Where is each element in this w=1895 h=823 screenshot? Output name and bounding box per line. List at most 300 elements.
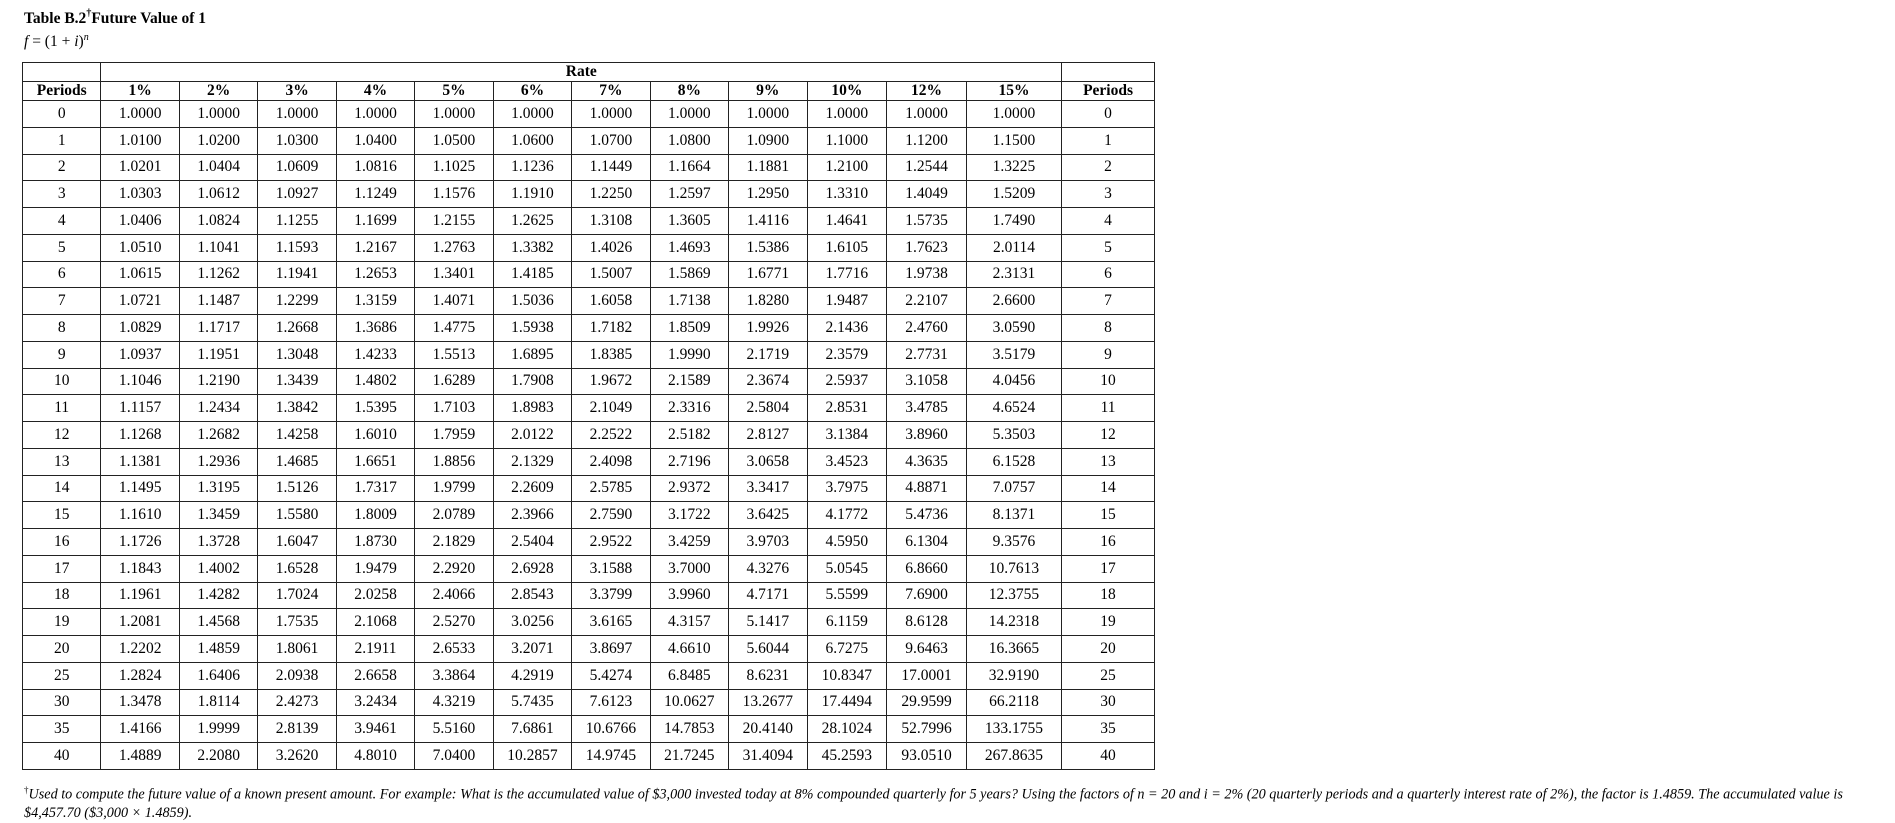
- factor-cell: 9.3576: [966, 529, 1061, 556]
- factor-cell: 4.0456: [966, 368, 1061, 395]
- period-cell: 10: [1062, 368, 1155, 395]
- factor-cell: 1.1381: [101, 448, 179, 475]
- period-cell: 15: [23, 502, 101, 529]
- formula-middle: = (1 +: [28, 33, 75, 51]
- period-cell: 13: [1062, 448, 1155, 475]
- factor-cell: 3.3799: [572, 582, 650, 609]
- factor-cell: 1.5395: [336, 395, 414, 422]
- period-cell: 30: [1062, 689, 1155, 716]
- rate-column-header: 7%: [572, 82, 650, 101]
- rate-column-header: 3%: [258, 82, 336, 101]
- period-cell: 14: [1062, 475, 1155, 502]
- factor-cell: 1.0000: [101, 101, 179, 128]
- period-cell: 2: [1062, 154, 1155, 181]
- factor-cell: 1.6105: [807, 234, 887, 261]
- factor-cell: 1.1255: [258, 208, 336, 235]
- factor-cell: 1.3605: [650, 208, 728, 235]
- factor-cell: 1.1449: [572, 154, 650, 181]
- factor-cell: 1.3048: [258, 341, 336, 368]
- factor-cell: 7.0757: [966, 475, 1061, 502]
- factor-cell: 21.7245: [650, 743, 728, 770]
- factor-cell: 1.9990: [650, 341, 728, 368]
- factor-cell: 2.5404: [493, 529, 571, 556]
- table-row: [23, 341, 1155, 368]
- period-cell: 25: [23, 662, 101, 689]
- factor-cell: 1.5580: [258, 502, 336, 529]
- factor-cell: 1.1717: [179, 315, 257, 342]
- rate-column-header: 5%: [415, 82, 493, 101]
- factor-cell: 1.2653: [336, 261, 414, 288]
- factor-cell: 1.1699: [336, 208, 414, 235]
- factor-cell: 3.6425: [729, 502, 807, 529]
- factor-cell: 267.8635: [966, 743, 1061, 770]
- factor-cell: 1.1610: [101, 502, 179, 529]
- period-cell: 7: [23, 288, 101, 315]
- factor-cell: 3.1384: [807, 422, 887, 449]
- factor-cell: 2.6658: [336, 662, 414, 689]
- table-row: [23, 315, 1155, 342]
- factor-cell: 2.8139: [258, 716, 336, 743]
- factor-cell: 4.5950: [807, 529, 887, 556]
- factor-cell: 2.7731: [887, 341, 967, 368]
- factor-cell: 8.6128: [887, 609, 967, 636]
- factor-cell: 133.1755: [966, 716, 1061, 743]
- factor-cell: 1.3195: [179, 475, 257, 502]
- factor-cell: 32.9190: [966, 662, 1061, 689]
- factor-cell: 3.9703: [729, 529, 807, 556]
- table-row: [23, 689, 1155, 716]
- factor-cell: 3.9960: [650, 582, 728, 609]
- factor-cell: 2.8531: [807, 395, 887, 422]
- factor-cell: 4.7171: [729, 582, 807, 609]
- footnote-text: Used to compute the future value of a known present amount. For example: What is the accumulated value of $3,000 invested today at 8% compounded quarterly for 5 years? Using the factors of n = 20 and i = 2% (20 quarterly periods and a quarterly interest rate of 2%), the factor is 1.4859. The accumulated value is $4,457.70 ($3,000 × 1.4859).: [24, 786, 1843, 821]
- period-cell: 11: [23, 395, 101, 422]
- period-cell: 16: [23, 529, 101, 556]
- factor-cell: 1.4693: [650, 234, 728, 261]
- factor-cell: 1.5735: [887, 208, 967, 235]
- factor-cell: 2.2522: [572, 422, 650, 449]
- factor-cell: 1.0829: [101, 315, 179, 342]
- factor-cell: 1.0404: [179, 154, 257, 181]
- factor-cell: 2.3131: [966, 261, 1061, 288]
- factor-cell: 1.0000: [572, 101, 650, 128]
- period-cell: 19: [23, 609, 101, 636]
- table-row: [23, 422, 1155, 449]
- factor-cell: 31.4094: [729, 743, 807, 770]
- period-cell: 6: [23, 261, 101, 288]
- factor-cell: 1.9799: [415, 475, 493, 502]
- factor-cell: 1.6771: [729, 261, 807, 288]
- factor-cell: 1.0000: [966, 101, 1061, 128]
- factor-cell: 4.3157: [650, 609, 728, 636]
- factor-cell: 1.1041: [179, 234, 257, 261]
- period-cell: 13: [23, 448, 101, 475]
- factor-cell: 2.3966: [493, 502, 571, 529]
- factor-cell: 1.8983: [493, 395, 571, 422]
- factor-cell: 1.3686: [336, 315, 414, 342]
- factor-cell: 3.1722: [650, 502, 728, 529]
- rate-column-header: 6%: [493, 82, 571, 101]
- table-row: [23, 743, 1155, 770]
- table-row: [23, 582, 1155, 609]
- table-row: [23, 395, 1155, 422]
- factor-cell: 3.3864: [415, 662, 493, 689]
- rate-column-header: 9%: [729, 82, 807, 101]
- formula-i: i: [74, 33, 79, 51]
- factor-cell: 13.2677: [729, 689, 807, 716]
- factor-cell: 1.2936: [179, 448, 257, 475]
- period-cell: 17: [1062, 555, 1155, 582]
- factor-cell: 1.9487: [807, 288, 887, 315]
- factor-cell: 3.8960: [887, 422, 967, 449]
- factor-cell: 1.7024: [258, 582, 336, 609]
- periods-header: Periods: [1062, 82, 1155, 101]
- rate-column-header: 10%: [807, 82, 887, 101]
- factor-cell: 1.0201: [101, 154, 179, 181]
- rate-column-header: 12%: [887, 82, 967, 101]
- factor-cell: 2.5182: [650, 422, 728, 449]
- table-row: [23, 716, 1155, 743]
- table-title-prefix: Table B.2: [24, 10, 87, 28]
- factor-cell: 1.6651: [336, 448, 414, 475]
- factor-cell: 1.9672: [572, 368, 650, 395]
- factor-cell: 1.0100: [101, 127, 179, 154]
- factor-cell: 3.1588: [572, 555, 650, 582]
- factor-cell: 1.1576: [415, 181, 493, 208]
- factor-cell: 2.1829: [415, 529, 493, 556]
- table-row: [23, 181, 1155, 208]
- future-value-table: [22, 62, 1155, 770]
- factor-cell: 9.6463: [887, 636, 967, 663]
- factor-cell: 1.0000: [179, 101, 257, 128]
- factor-cell: 2.0789: [415, 502, 493, 529]
- period-cell: 0: [1062, 101, 1155, 128]
- factor-cell: 2.6600: [966, 288, 1061, 315]
- factor-cell: 1.2081: [101, 609, 179, 636]
- period-cell: 4: [23, 208, 101, 235]
- rate-header: Rate: [101, 63, 1062, 82]
- factor-cell: 1.2597: [650, 181, 728, 208]
- table-title: [24, 9, 206, 28]
- factor-cell: 1.2625: [493, 208, 571, 235]
- table-row: [23, 208, 1155, 235]
- factor-cell: 8.6231: [729, 662, 807, 689]
- factor-cell: 1.6010: [336, 422, 414, 449]
- factor-cell: 3.0256: [493, 609, 571, 636]
- factor-cell: 1.0000: [807, 101, 887, 128]
- factor-cell: 1.0927: [258, 181, 336, 208]
- factor-cell: 2.5785: [572, 475, 650, 502]
- factor-cell: 1.0000: [887, 101, 967, 128]
- factor-cell: 10.8347: [807, 662, 887, 689]
- factor-cell: 4.6524: [966, 395, 1061, 422]
- factor-cell: 2.2080: [179, 743, 257, 770]
- factor-cell: 1.5938: [493, 315, 571, 342]
- table-row: [23, 555, 1155, 582]
- table-row: [23, 154, 1155, 181]
- factor-cell: 2.5937: [807, 368, 887, 395]
- factor-cell: 1.0937: [101, 341, 179, 368]
- factor-cell: 4.3276: [729, 555, 807, 582]
- factor-cell: 1.0303: [101, 181, 179, 208]
- factor-cell: 1.2202: [101, 636, 179, 663]
- rate-column-header: 2%: [179, 82, 257, 101]
- factor-cell: 1.6528: [258, 555, 336, 582]
- factor-cell: 2.1589: [650, 368, 728, 395]
- period-cell: 1: [1062, 127, 1155, 154]
- factor-cell: 14.7853: [650, 716, 728, 743]
- factor-cell: 66.2118: [966, 689, 1061, 716]
- factor-cell: 1.0612: [179, 181, 257, 208]
- factor-cell: 10.0627: [650, 689, 728, 716]
- factor-cell: 2.1911: [336, 636, 414, 663]
- factor-cell: 3.1058: [887, 368, 967, 395]
- table-row: [23, 234, 1155, 261]
- factor-cell: 1.1951: [179, 341, 257, 368]
- factor-cell: 2.9522: [572, 529, 650, 556]
- factor-cell: 1.6895: [493, 341, 571, 368]
- factor-cell: 7.6861: [493, 716, 571, 743]
- factor-cell: 1.0700: [572, 127, 650, 154]
- factor-cell: 3.4523: [807, 448, 887, 475]
- factor-cell: 3.2434: [336, 689, 414, 716]
- factor-cell: 1.3108: [572, 208, 650, 235]
- factor-cell: 1.9999: [179, 716, 257, 743]
- factor-cell: 2.3579: [807, 341, 887, 368]
- factor-cell: 1.1500: [966, 127, 1061, 154]
- header-blank-right: [1062, 63, 1155, 82]
- factor-cell: 16.3665: [966, 636, 1061, 663]
- factor-cell: 1.2544: [887, 154, 967, 181]
- factor-cell: 1.5386: [729, 234, 807, 261]
- factor-cell: 1.8856: [415, 448, 493, 475]
- factor-cell: 1.7959: [415, 422, 493, 449]
- period-cell: 35: [23, 716, 101, 743]
- factor-cell: 1.1487: [179, 288, 257, 315]
- factor-cell: 5.3503: [966, 422, 1061, 449]
- factor-cell: 2.2107: [887, 288, 967, 315]
- factor-cell: 1.0600: [493, 127, 571, 154]
- factor-cell: 1.7138: [650, 288, 728, 315]
- factor-cell: 1.7623: [887, 234, 967, 261]
- factor-cell: 1.0000: [336, 101, 414, 128]
- factor-cell: 5.7435: [493, 689, 571, 716]
- factor-cell: 1.0721: [101, 288, 179, 315]
- period-cell: 15: [1062, 502, 1155, 529]
- factor-cell: 14.2318: [966, 609, 1061, 636]
- factor-cell: 5.4736: [887, 502, 967, 529]
- factor-cell: 3.4259: [650, 529, 728, 556]
- table-title-text: Future Value of 1: [91, 10, 206, 28]
- factor-cell: 1.7317: [336, 475, 414, 502]
- factor-cell: 1.0609: [258, 154, 336, 181]
- factor-cell: 1.0615: [101, 261, 179, 288]
- factor-cell: 29.9599: [887, 689, 967, 716]
- period-cell: 35: [1062, 716, 1155, 743]
- table-row: [23, 502, 1155, 529]
- period-cell: 3: [23, 181, 101, 208]
- factor-cell: 4.3635: [887, 448, 967, 475]
- factor-cell: 7.6123: [572, 689, 650, 716]
- factor-cell: 1.0406: [101, 208, 179, 235]
- factor-cell: 1.8061: [258, 636, 336, 663]
- factor-cell: 6.1159: [807, 609, 887, 636]
- factor-cell: 2.3316: [650, 395, 728, 422]
- factor-cell: 7.0400: [415, 743, 493, 770]
- factor-cell: 1.1046: [101, 368, 179, 395]
- factor-cell: 1.5126: [258, 475, 336, 502]
- factor-cell: 1.0000: [729, 101, 807, 128]
- period-cell: 5: [23, 234, 101, 261]
- factor-cell: 1.3382: [493, 234, 571, 261]
- factor-cell: 2.4066: [415, 582, 493, 609]
- factor-cell: 1.5513: [415, 341, 493, 368]
- factor-cell: 1.3459: [179, 502, 257, 529]
- factor-cell: 1.2299: [258, 288, 336, 315]
- factor-cell: 3.9461: [336, 716, 414, 743]
- factor-cell: 1.1200: [887, 127, 967, 154]
- table-row: [23, 529, 1155, 556]
- factor-cell: 3.2071: [493, 636, 571, 663]
- factor-cell: 2.5804: [729, 395, 807, 422]
- factor-cell: 1.2824: [101, 662, 179, 689]
- factor-cell: 3.7975: [807, 475, 887, 502]
- factor-cell: 6.8485: [650, 662, 728, 689]
- factor-cell: 1.0000: [258, 101, 336, 128]
- factor-cell: 1.4889: [101, 743, 179, 770]
- factor-cell: 2.6928: [493, 555, 571, 582]
- factor-cell: 2.6533: [415, 636, 493, 663]
- table-row: [23, 127, 1155, 154]
- rate-column-header: 4%: [336, 82, 414, 101]
- dagger-mark: †: [86, 8, 92, 19]
- factor-cell: 2.4760: [887, 315, 967, 342]
- factor-cell: 20.4140: [729, 716, 807, 743]
- factor-cell: 10.2857: [493, 743, 571, 770]
- factor-cell: 1.4049: [887, 181, 967, 208]
- factor-cell: 8.1371: [966, 502, 1061, 529]
- factor-cell: 1.0510: [101, 234, 179, 261]
- period-cell: 4: [1062, 208, 1155, 235]
- factor-cell: 1.1881: [729, 154, 807, 181]
- period-cell: 40: [1062, 743, 1155, 770]
- factor-cell: 2.1436: [807, 315, 887, 342]
- factor-cell: 1.8280: [729, 288, 807, 315]
- period-cell: 10: [23, 368, 101, 395]
- factor-cell: 1.4802: [336, 368, 414, 395]
- factor-cell: 1.9738: [887, 261, 967, 288]
- factor-cell: 1.4685: [258, 448, 336, 475]
- factor-cell: 1.4233: [336, 341, 414, 368]
- factor-cell: 1.1025: [415, 154, 493, 181]
- factor-cell: 1.5869: [650, 261, 728, 288]
- factor-cell: 4.8871: [887, 475, 967, 502]
- factor-cell: 1.1249: [336, 181, 414, 208]
- formula-lhs: f: [24, 33, 29, 51]
- factor-cell: 4.1772: [807, 502, 887, 529]
- period-cell: 6: [1062, 261, 1155, 288]
- factor-cell: 1.4641: [807, 208, 887, 235]
- factor-cell: 1.1843: [101, 555, 179, 582]
- table-row: [23, 288, 1155, 315]
- period-cell: 12: [1062, 422, 1155, 449]
- factor-cell: 2.7196: [650, 448, 728, 475]
- period-cell: 20: [1062, 636, 1155, 663]
- factor-cell: 1.8509: [650, 315, 728, 342]
- table-row: [23, 662, 1155, 689]
- factor-cell: 3.0590: [966, 315, 1061, 342]
- factor-cell: 1.3401: [415, 261, 493, 288]
- factor-cell: 1.2250: [572, 181, 650, 208]
- factor-cell: 1.3842: [258, 395, 336, 422]
- factor-cell: 1.4568: [179, 609, 257, 636]
- factor-cell: 1.2155: [415, 208, 493, 235]
- factor-cell: 1.1726: [101, 529, 179, 556]
- factor-cell: 1.0000: [493, 101, 571, 128]
- factor-cell: 7.6900: [887, 582, 967, 609]
- period-cell: 7: [1062, 288, 1155, 315]
- factor-cell: 1.0400: [336, 127, 414, 154]
- factor-cell: 1.1262: [179, 261, 257, 288]
- factor-cell: 5.1417: [729, 609, 807, 636]
- period-cell: 8: [1062, 315, 1155, 342]
- factor-cell: 1.4775: [415, 315, 493, 342]
- factor-cell: 2.1329: [493, 448, 571, 475]
- factor-cell: 1.0816: [336, 154, 414, 181]
- factor-cell: 1.7490: [966, 208, 1061, 235]
- header-blank-left: [23, 63, 101, 82]
- factor-cell: 2.1068: [336, 609, 414, 636]
- factor-cell: 28.1024: [807, 716, 887, 743]
- footnote-dagger: †: [24, 785, 29, 795]
- factor-cell: 3.4785: [887, 395, 967, 422]
- factor-cell: 1.4166: [101, 716, 179, 743]
- factor-cell: 2.4273: [258, 689, 336, 716]
- factor-cell: 45.2593: [807, 743, 887, 770]
- period-cell: 20: [23, 636, 101, 663]
- factor-cell: 1.1664: [650, 154, 728, 181]
- factor-cell: 52.7996: [887, 716, 967, 743]
- factor-cell: 3.3417: [729, 475, 807, 502]
- factor-cell: 1.2167: [336, 234, 414, 261]
- factor-cell: 1.0000: [415, 101, 493, 128]
- factor-cell: 1.1000: [807, 127, 887, 154]
- factor-cell: 1.1961: [101, 582, 179, 609]
- factor-cell: 1.2950: [729, 181, 807, 208]
- period-cell: 0: [23, 101, 101, 128]
- factor-cell: 5.5599: [807, 582, 887, 609]
- factor-cell: 1.4185: [493, 261, 571, 288]
- factor-cell: 1.3159: [336, 288, 414, 315]
- table-row: [23, 448, 1155, 475]
- factor-cell: 1.1910: [493, 181, 571, 208]
- factor-cell: 1.0824: [179, 208, 257, 235]
- factor-cell: 1.3478: [101, 689, 179, 716]
- factor-cell: 4.2919: [493, 662, 571, 689]
- factor-cell: 1.1236: [493, 154, 571, 181]
- table-row: [23, 368, 1155, 395]
- factor-cell: 1.3439: [258, 368, 336, 395]
- rate-column-header: 1%: [101, 82, 179, 101]
- factor-cell: 1.0300: [258, 127, 336, 154]
- factor-cell: 1.3728: [179, 529, 257, 556]
- table-row: [23, 261, 1155, 288]
- period-cell: 2: [23, 154, 101, 181]
- period-cell: 40: [23, 743, 101, 770]
- period-cell: 19: [1062, 609, 1155, 636]
- period-cell: 1: [23, 127, 101, 154]
- formula-close: ): [78, 33, 84, 51]
